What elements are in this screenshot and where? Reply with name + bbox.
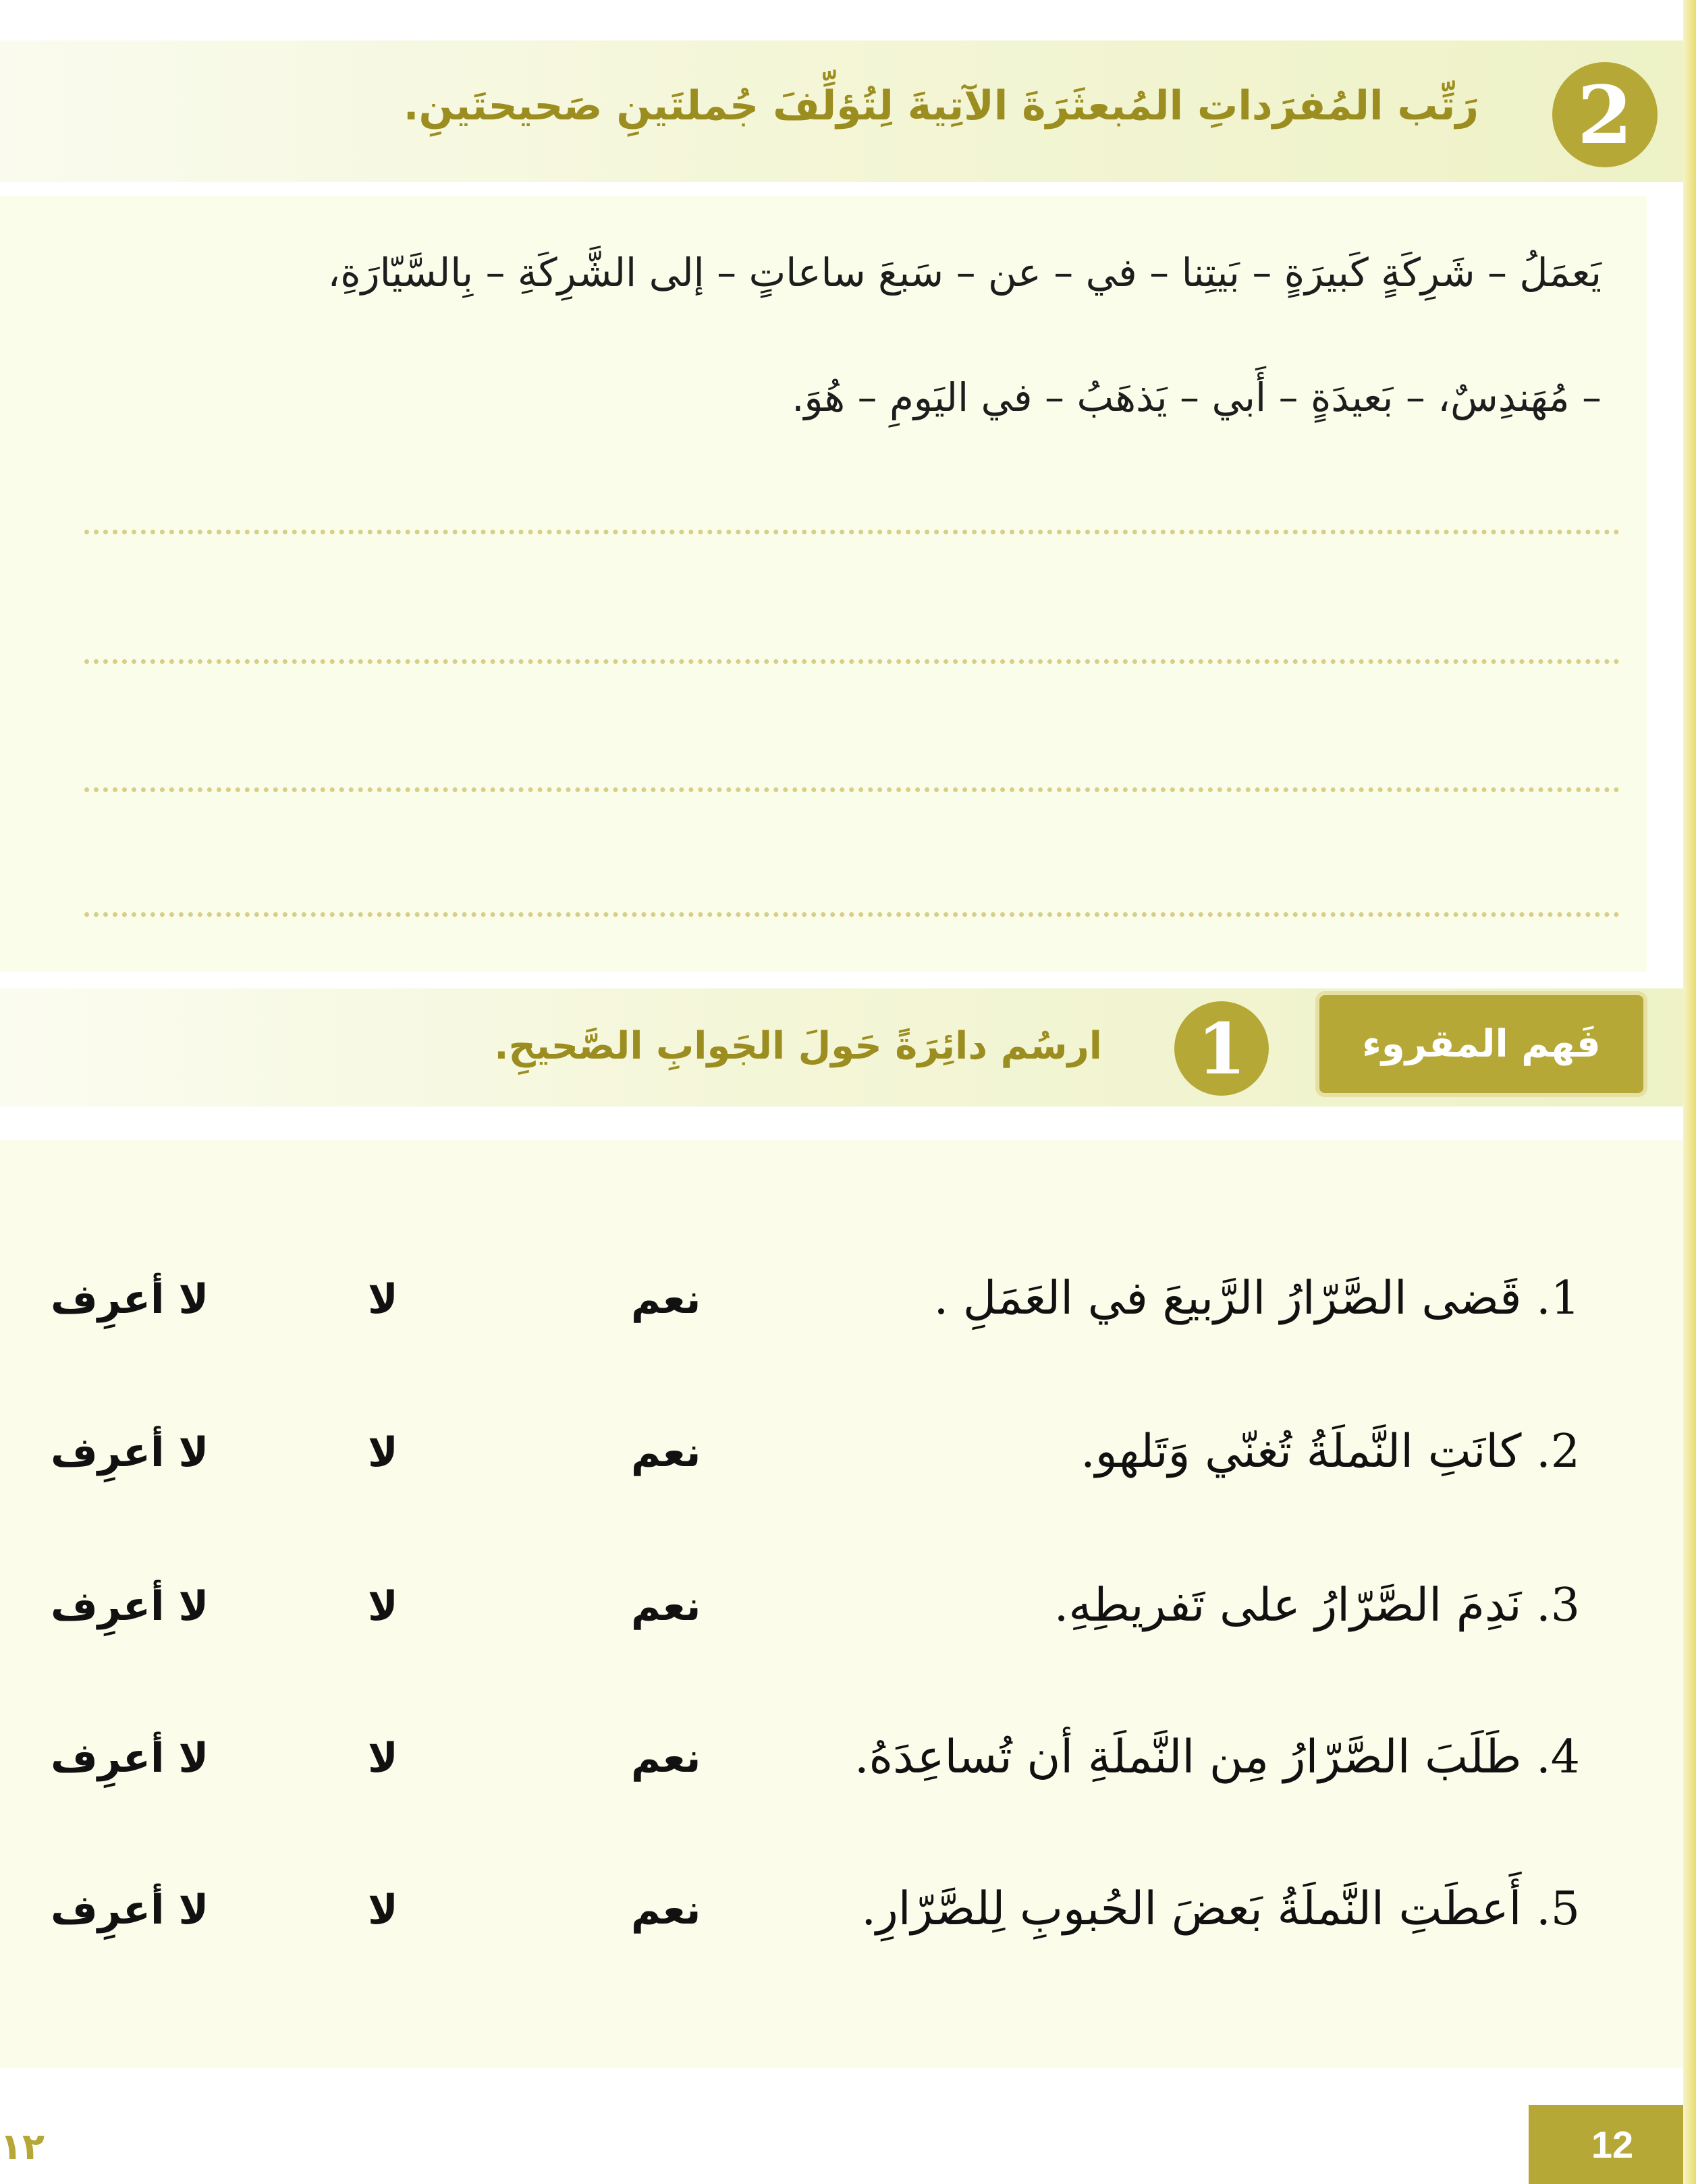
page-edge-number: ١٢ — [0, 2125, 45, 2168]
answer-line-3[interactable] — [84, 787, 1620, 792]
question-text: 2. كانَتِ النَّملَةُ تُغنّي وَتَلهو. — [1080, 1425, 1580, 1478]
question-text: 5. أَعطَتِ النَّملَةُ بَعضَ الحُبوبِ لِلصَّرّارِ. — [861, 1882, 1580, 1936]
option-no[interactable]: لا — [368, 1583, 398, 1630]
question-text: 4. طَلَبَ الصَّرّارُ مِن النَّملَةِ أن تُساعِدَهُ. — [854, 1731, 1580, 1784]
option-yes[interactable]: نعم — [631, 1583, 701, 1630]
answer-line-1[interactable] — [84, 530, 1620, 534]
exercise-1-instruction: ارسُم دائِرَةً حَولَ الجَوابِ الصَّحيحِ. — [494, 1024, 1102, 1068]
scrambled-words-line-1: يَعمَلُ – شَرِكَةٍ كَبيرَةٍ – بَيتِنا – في – عن – سَبعَ ساعاتٍ – إلى الشَّرِكَةِ – بِالسَّيّارَةِ، — [327, 250, 1602, 296]
question-text: 3. نَدِمَ الصَّرّارُ على تَفريطِهِ. — [1054, 1579, 1580, 1632]
option-dont-know[interactable]: لا أعرِف — [51, 1886, 209, 1934]
question-row — [0, 1272, 1696, 1353]
question-row — [0, 1882, 1696, 1963]
question-row — [0, 1579, 1696, 1660]
option-dont-know[interactable]: لا أعرِف — [51, 1429, 209, 1476]
answer-line-2[interactable] — [84, 659, 1620, 664]
exercise-2-number-badge: 2 — [1552, 62, 1658, 167]
option-yes[interactable]: نعم — [631, 1276, 701, 1323]
page-edge-strip — [1683, 0, 1696, 2184]
option-no[interactable]: لا — [368, 1276, 398, 1323]
exercise-2-instruction: رَتِّب المُفرَداتِ المُبعثَرَةَ الآتِيةَ لِتُؤلِّفَ جُملتَينِ صَحيحتَينِ. — [403, 82, 1479, 130]
page-number-badge: 12 — [1529, 2105, 1696, 2184]
question-text: 1. قَضى الصَّرّارُ الرَّبيعَ في العَمَلِ . — [933, 1272, 1580, 1325]
option-yes[interactable]: نعم — [631, 1886, 701, 1934]
option-yes[interactable]: نعم — [631, 1735, 701, 1782]
option-dont-know[interactable]: لا أعرِف — [51, 1276, 209, 1323]
option-yes[interactable]: نعم — [631, 1429, 701, 1476]
answer-line-4[interactable] — [84, 912, 1620, 917]
option-no[interactable]: لا — [368, 1735, 398, 1782]
exercise-1-number-badge: 1 — [1174, 1001, 1269, 1096]
option-no[interactable]: لا — [368, 1429, 398, 1476]
section-tag-reading-comprehension — [1319, 995, 1643, 1093]
question-row — [0, 1425, 1696, 1506]
option-no[interactable]: لا — [368, 1886, 398, 1934]
section-tag-label: فَهم المقروء — [1362, 1022, 1601, 1066]
scrambled-words-line-2: – مُهَندِسٌ، – بَعيدَةٍ – أَبي – يَذهَبُ – في اليَومِ – هُوَ. — [792, 374, 1602, 420]
question-row — [0, 1731, 1696, 1812]
option-dont-know[interactable]: لا أعرِف — [51, 1735, 209, 1782]
writing-panel — [0, 196, 1647, 972]
option-dont-know[interactable]: لا أعرِف — [51, 1583, 209, 1630]
